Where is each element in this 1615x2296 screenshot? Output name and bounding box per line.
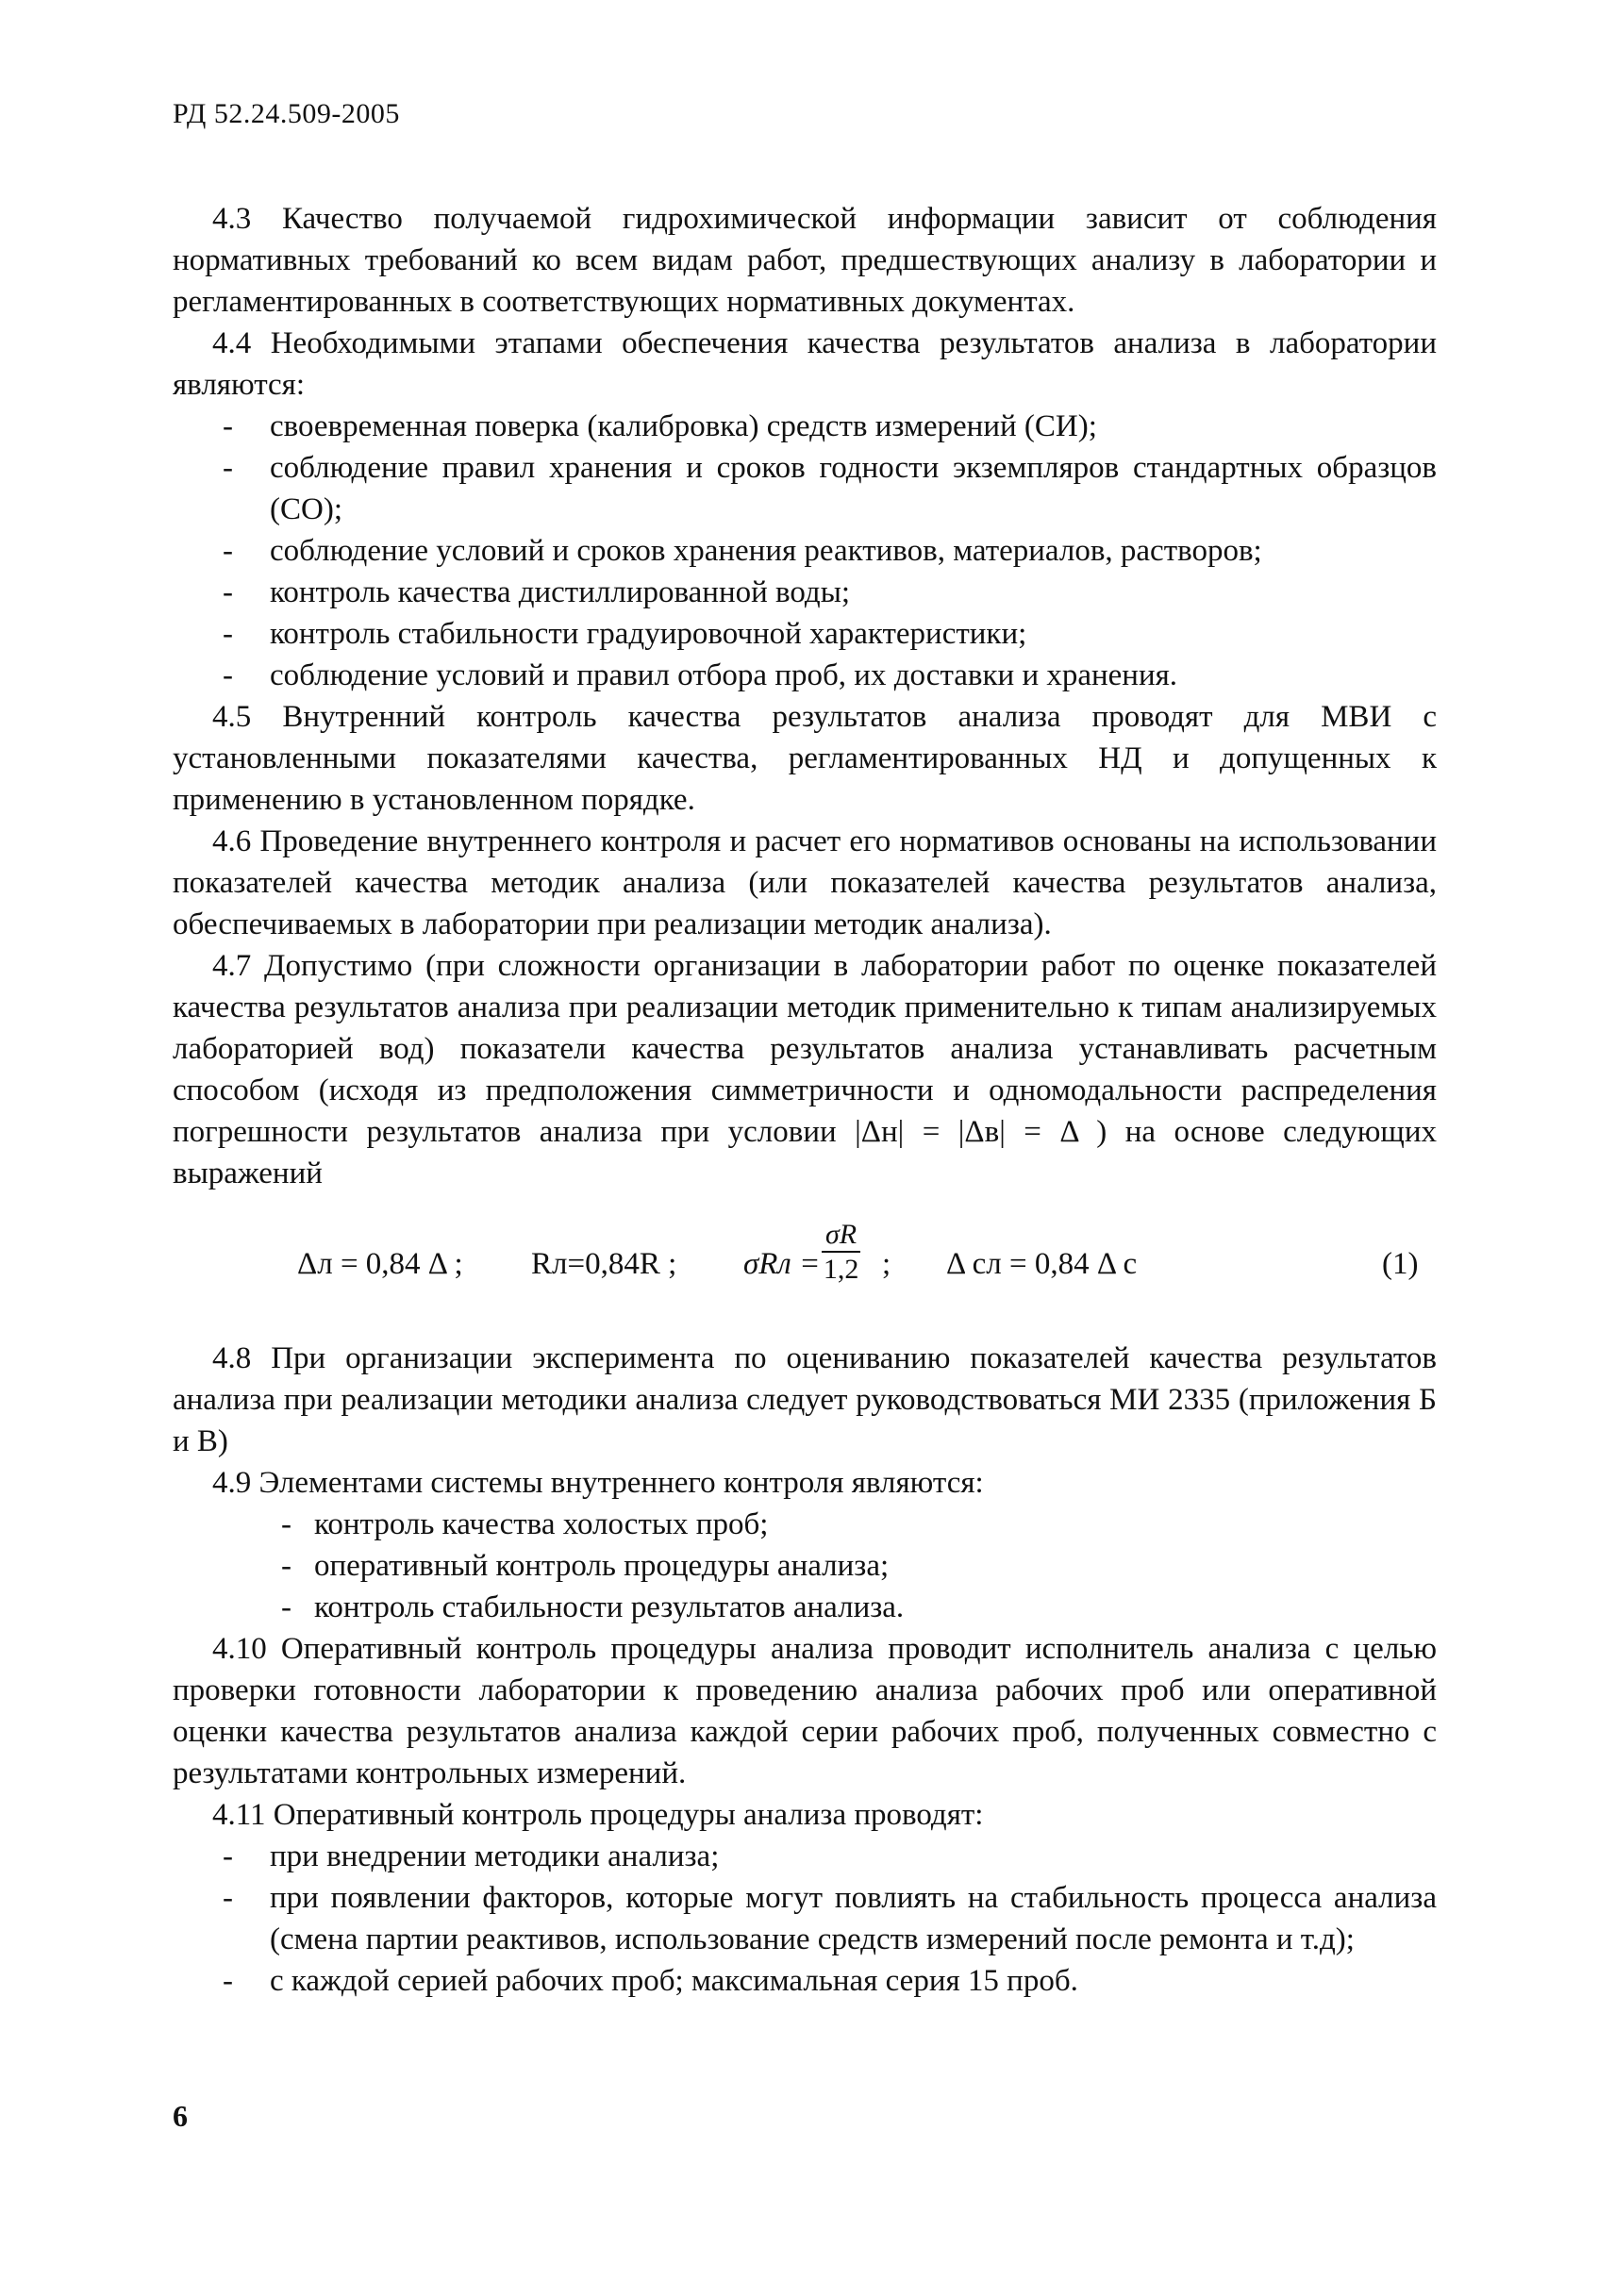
list-item: - контроль качества холостых проб; xyxy=(281,1507,769,1541)
list-item: - при внедрении методики анализа; xyxy=(223,1839,720,1873)
paragraph-4-8: 4.8 При организации эксперимента по оцениванию показателей качества результатов анализа при реализации методики анализа следует руководствоваться МИ 2335 (приложения Б и В) xyxy=(173,1341,1437,1458)
list-item: - соблюдение условий и правил отбора проб, их доставки и хранения. xyxy=(223,658,1178,692)
paragraph-4-3: 4.3 Качество получаемой гидрохимической информации зависит от соблюдения нормативных требований ко всем видам работ, предшествующих анализу в лаборатории и регламентированных в соответствующих нормативных документах. xyxy=(173,202,1437,319)
document-body xyxy=(173,198,1437,2002)
paragraph-4-4: 4.4 Необходимыми этапами обеспечения качества результатов анализа в лаборатории являются: xyxy=(173,326,1437,402)
document-code: РД 52.24.509-2005 xyxy=(173,98,400,129)
formula-semicolon: ; xyxy=(882,1247,891,1281)
list-4-11 xyxy=(173,1836,1437,2002)
list-4-4 xyxy=(173,406,1437,696)
page-number: 6 xyxy=(173,2099,188,2133)
formula-term-delta-sl: Δ сл = 0,84 Δ с xyxy=(946,1247,1138,1281)
list-item: - соблюдение условий и сроков хранения реактивов, материалов, растворов; xyxy=(223,534,1262,568)
paragraph-4-11: 4.11 Оперативный контроль процедуры анализа проводят: xyxy=(212,1798,984,1832)
formula-1 xyxy=(173,1207,1437,1324)
formula-number: (1) xyxy=(1382,1247,1419,1281)
fraction-denominator: 1,2 xyxy=(823,1254,859,1285)
list-item: - контроль стабильности результатов анализа. xyxy=(281,1590,905,1624)
paragraph-4-9: 4.9 Элементами системы внутреннего контроля являются: xyxy=(212,1466,984,1500)
list-item: - оперативный контроль процедуры анализа; xyxy=(281,1549,890,1583)
list-item: - своевременная поверка (калибровка) средств измерений (СИ); xyxy=(223,409,1097,443)
formula-term-delta-l: Δл = 0,84 Δ ; xyxy=(297,1247,463,1281)
paragraph-4-5: 4.5 Внутренний контроль качества результатов анализа проводят для МВИ с установленными показателями качества, регламентированных НД и допущенных к применению в установленном порядке. xyxy=(173,700,1437,817)
paragraph-4-10: 4.10 Оперативный контроль процедуры анализа проводит исполнитель анализа с целью проверки готовности лаборатории к проведению анализа рабочих проб или оперативной оценки качества результатов анализа каждой серии рабочих проб, полученных совместно с результатами контрольных измерений. xyxy=(173,1632,1437,1790)
list-item: - с каждой серией рабочих проб; максимальная серия 15 проб. xyxy=(223,1964,1078,1998)
list-item: - при появлении факторов, которые могут повлиять на стабильность процесса анализа (смена партии реактивов, использование средств измерений после ремонта и т.д); xyxy=(223,1881,1437,1956)
formula-term-r-l: Rл=0,84R ; xyxy=(531,1247,677,1281)
list-item: - соблюдение правил хранения и сроков годности экземпляров стандартных образцов (СО); xyxy=(223,451,1437,526)
formula-term-sigma-lhs: σRл = xyxy=(743,1247,821,1281)
list-item: - контроль стабильности градуировочной характеристики; xyxy=(223,617,1027,651)
formula-fraction xyxy=(822,1219,860,1287)
list-item: - контроль качества дистиллированной воды; xyxy=(223,575,851,609)
fraction-numerator: σR xyxy=(822,1219,860,1253)
paragraph-4-6: 4.6 Проведение внутреннего контроля и расчет его нормативов основаны на использовании показателей качества методик анализа (или показателей качества результатов анализа, обеспечиваемых в лаборатории при реализации методик анализа). xyxy=(173,824,1437,941)
list-4-9 xyxy=(173,1504,1437,1628)
paragraph-4-7: 4.7 Допустимо (при сложности организации в лаборатории работ по оценке показателей качества результатов анализа при реализации методик применительно к типам анализируемых лабораторией вод) показатели качества результатов анализа устанавливать расчетным способом (исходя из предположения симметричности и одномодальности распределения погрешности результатов анализа при условии |Δн| = |Δв| = Δ ) на основе следующих выражений xyxy=(173,949,1437,1190)
